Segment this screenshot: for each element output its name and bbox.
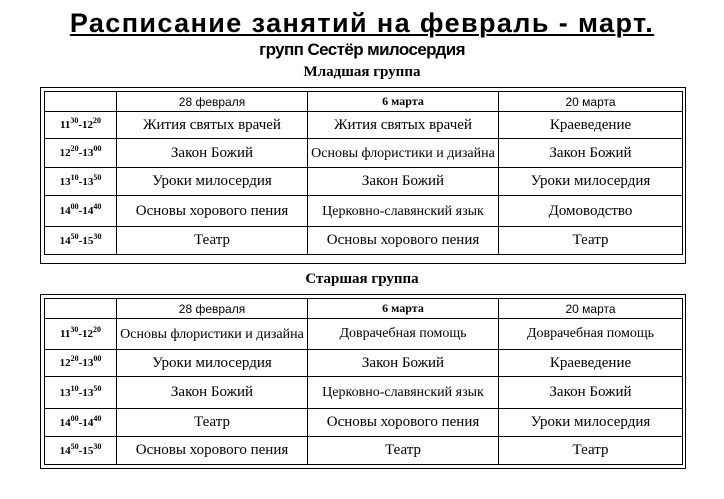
date-header: 6 марта [308,92,499,112]
lesson-cell: Церковно-славянский язык [308,196,499,227]
lesson-cell: Основы хорового пения [308,409,499,437]
date-header: 28 февраля [117,92,308,112]
time-cell: $13^{10}-13^{50}$ [45,377,117,409]
junior-schedule-frame [40,87,686,264]
time-cell: $12^{20}-13^{00}$ [45,139,117,168]
lesson-cell: Закон Божий [308,168,499,196]
table-row [45,350,683,377]
lesson-cell: Уроки милосердия [499,168,683,196]
lesson-cell: Театр [499,227,683,255]
table-row [45,168,683,196]
time-cell: $12^{20}-13^{00}$ [45,350,117,377]
lesson-cell: Закон Божий [499,139,683,168]
lesson-cell: Уроки милосердия [499,409,683,437]
date-header: 6 марта [308,299,499,319]
lesson-cell: Уроки милосердия [117,350,308,377]
table-row [45,319,683,350]
lesson-cell: Уроки милосердия [117,168,308,196]
table-row [45,227,683,255]
junior-schedule-table [44,91,683,255]
table-header-row [45,299,683,319]
table-row [45,112,683,139]
date-header: 20 марта [499,92,683,112]
corner-cell [45,92,117,112]
lesson-cell: Основы хорового пения [117,437,308,465]
time-cell: $14^{00}-14^{40}$ [45,409,117,437]
lesson-cell: Основы хорового пения [117,196,308,227]
senior-schedule-table [44,298,683,465]
table-row [45,377,683,409]
lesson-cell: Церковно-славянский язык [308,377,499,409]
page-subtitle: групп Сестёр милосердия [259,40,465,59]
time-cell: $13^{10}-13^{50}$ [45,168,117,196]
lesson-cell: Доврачебная помощь [308,319,499,350]
junior-group-title: Младшая группа [303,64,421,80]
time-cell: $14^{00}-14^{40}$ [45,196,117,227]
table-row [45,139,683,168]
date-header: 28 февраля [117,299,308,319]
lesson-cell: Театр [117,227,308,255]
lesson-cell: Театр [308,437,499,465]
corner-cell [45,299,117,319]
senior-schedule-frame [40,294,686,469]
time-cell: $14^{50}-15^{30}$ [45,437,117,465]
lesson-cell: Доврачебная помощь [499,319,683,350]
date-header: 20 марта [499,299,683,319]
lesson-cell: Закон Божий [308,350,499,377]
lesson-cell: Домоводство [499,196,683,227]
table-row [45,409,683,437]
lesson-cell: Закон Божий [117,377,308,409]
lesson-cell: Жития святых врачей [117,112,308,139]
lesson-cell: Краеведение [499,350,683,377]
lesson-cell: Основы флористики и дизайна [308,139,499,168]
time-cell: $11^{30}-12^{20}$ [45,112,117,139]
lesson-cell: Закон Божий [117,139,308,168]
time-cell: $11^{30}-12^{20}$ [45,319,117,350]
lesson-cell: Жития святых врачей [308,112,499,139]
lesson-cell: Театр [117,409,308,437]
lesson-cell: Театр [499,437,683,465]
table-row [45,437,683,465]
lesson-cell: Основы флористики и дизайна [117,319,308,350]
time-cell: $14^{50}-15^{30}$ [45,227,117,255]
senior-group-title: Старшая группа [305,271,419,287]
page-title: Расписание занятий на февраль - март. [69,8,655,38]
lesson-cell: Закон Божий [499,377,683,409]
table-row [45,196,683,227]
lesson-cell: Основы хорового пения [308,227,499,255]
lesson-cell: Краеведение [499,112,683,139]
table-header-row [45,92,683,112]
